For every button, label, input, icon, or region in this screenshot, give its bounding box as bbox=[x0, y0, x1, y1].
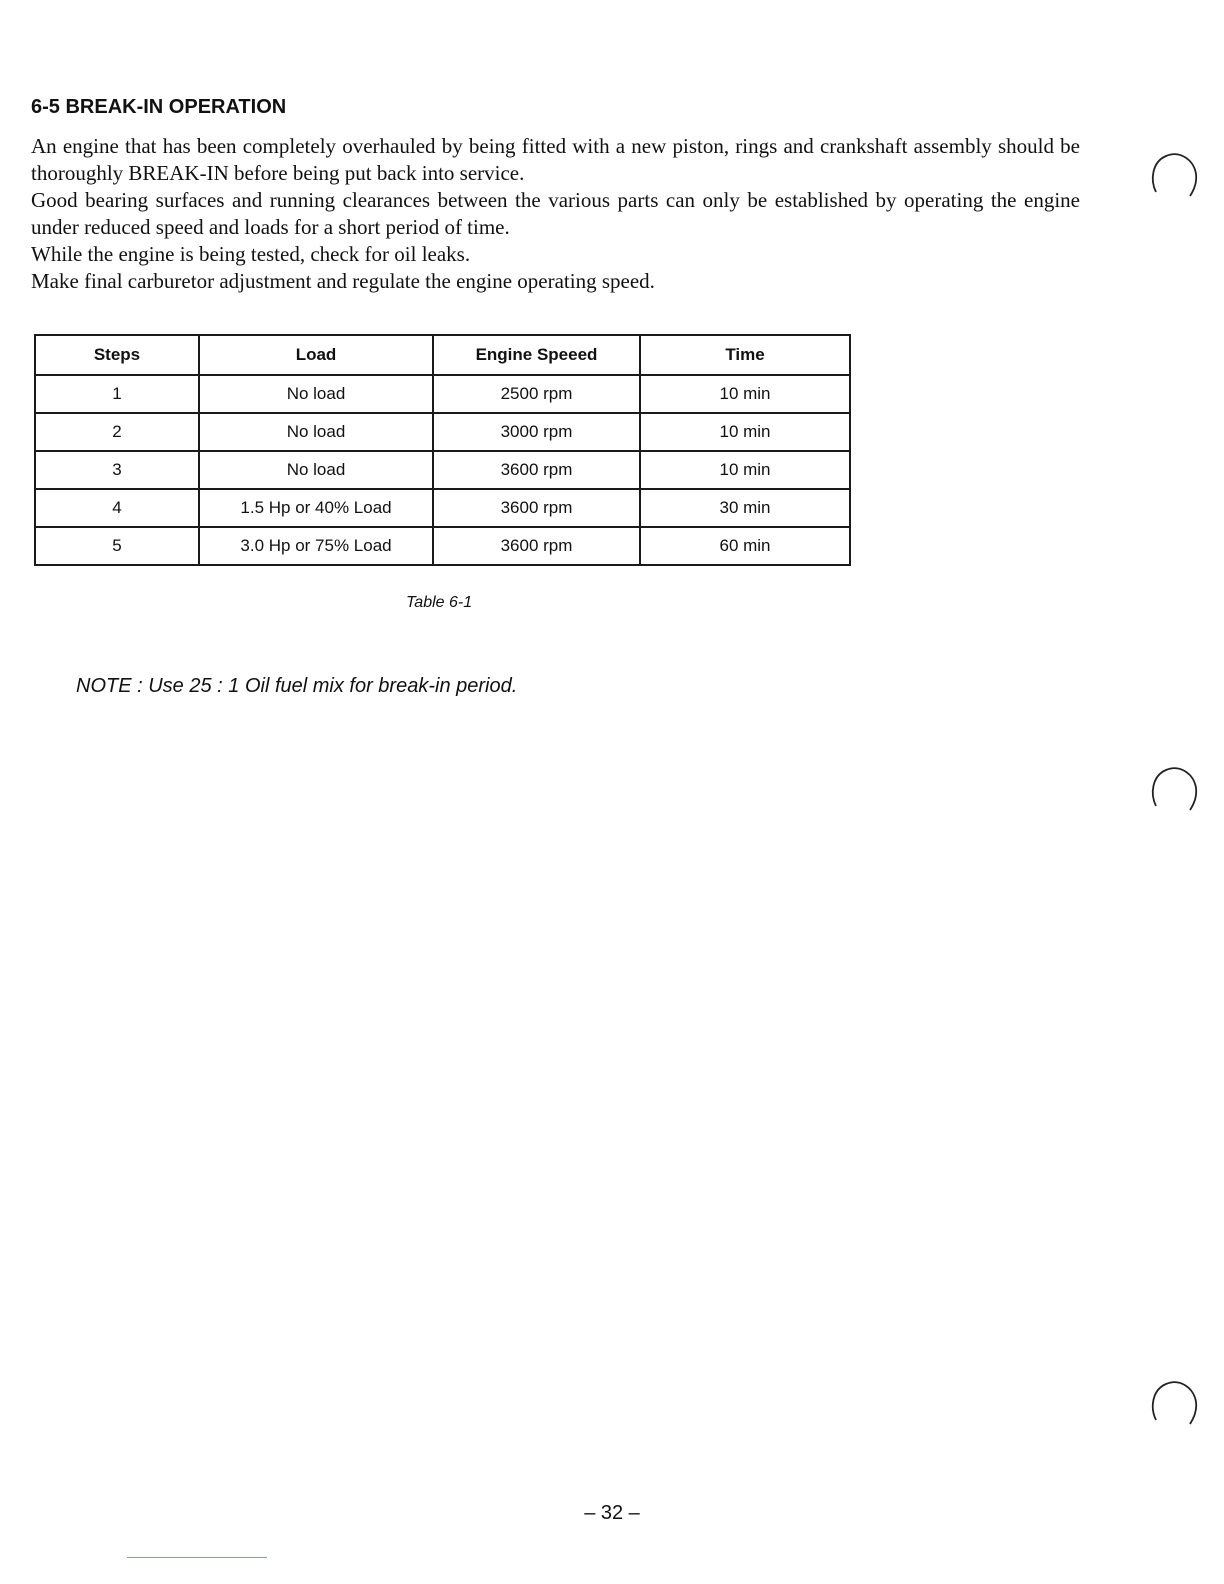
table-row bbox=[35, 489, 850, 527]
page-number: – 32 – bbox=[584, 1502, 640, 1524]
cell-load: No load bbox=[199, 375, 433, 413]
cell-time: 30 min bbox=[640, 489, 850, 527]
paragraph-bearing-surfaces: Good bearing surfaces and running clearances between the various parts can only be established by operating the engine under reduced speed and loads for a short period of time. bbox=[31, 188, 1080, 239]
column-header-engine-speed: Engine Speeed bbox=[433, 335, 640, 375]
cell-load: 1.5 Hp or 40% Load bbox=[199, 489, 433, 527]
cell-step: 3 bbox=[35, 451, 199, 489]
cell-load: 3.0 Hp or 75% Load bbox=[199, 527, 433, 565]
cell-step: 1 bbox=[35, 375, 199, 413]
paragraph-oil-leaks: While the engine is being tested, check for oil leaks. bbox=[31, 242, 471, 266]
body-text bbox=[31, 133, 1080, 295]
table-row bbox=[35, 527, 850, 565]
cell-step: 4 bbox=[35, 489, 199, 527]
column-header-time: Time bbox=[640, 335, 850, 375]
punch-hole-icon bbox=[1148, 148, 1200, 200]
table-row bbox=[35, 451, 850, 489]
break-in-note: NOTE : Use 25 : 1 Oil fuel mix for break-in period. bbox=[76, 675, 518, 697]
cell-time: 10 min bbox=[640, 451, 850, 489]
table-header-row bbox=[35, 335, 850, 375]
cell-engine-speed: 3600 rpm bbox=[433, 489, 640, 527]
cell-time: 60 min bbox=[640, 527, 850, 565]
cell-engine-speed: 3600 rpm bbox=[433, 451, 640, 489]
paragraph-carburetor: Make final carburetor adjustment and regulate the engine operating speed. bbox=[31, 269, 655, 293]
cell-step: 2 bbox=[35, 413, 199, 451]
punch-hole-icon bbox=[1148, 762, 1200, 814]
paragraph-overhaul: An engine that has been completely overhauled by being fitted with a new piston, rings and crankshaft assembly should be thoroughly BREAK-IN before being put back into service. bbox=[31, 134, 1080, 185]
punch-hole-icon bbox=[1148, 1376, 1200, 1428]
scan-edge-line bbox=[127, 1557, 267, 1558]
break-in-table bbox=[34, 334, 851, 566]
cell-engine-speed: 3000 rpm bbox=[433, 413, 640, 451]
cell-time: 10 min bbox=[640, 375, 850, 413]
cell-step: 5 bbox=[35, 527, 199, 565]
cell-engine-speed: 3600 rpm bbox=[433, 527, 640, 565]
cell-load: No load bbox=[199, 451, 433, 489]
table-row bbox=[35, 413, 850, 451]
section-heading: 6-5 BREAK-IN OPERATION bbox=[31, 96, 287, 118]
column-header-steps: Steps bbox=[35, 335, 199, 375]
column-header-load: Load bbox=[199, 335, 433, 375]
cell-time: 10 min bbox=[640, 413, 850, 451]
table-caption: Table 6-1 bbox=[406, 594, 473, 611]
cell-engine-speed: 2500 rpm bbox=[433, 375, 640, 413]
table-row bbox=[35, 375, 850, 413]
cell-load: No load bbox=[199, 413, 433, 451]
